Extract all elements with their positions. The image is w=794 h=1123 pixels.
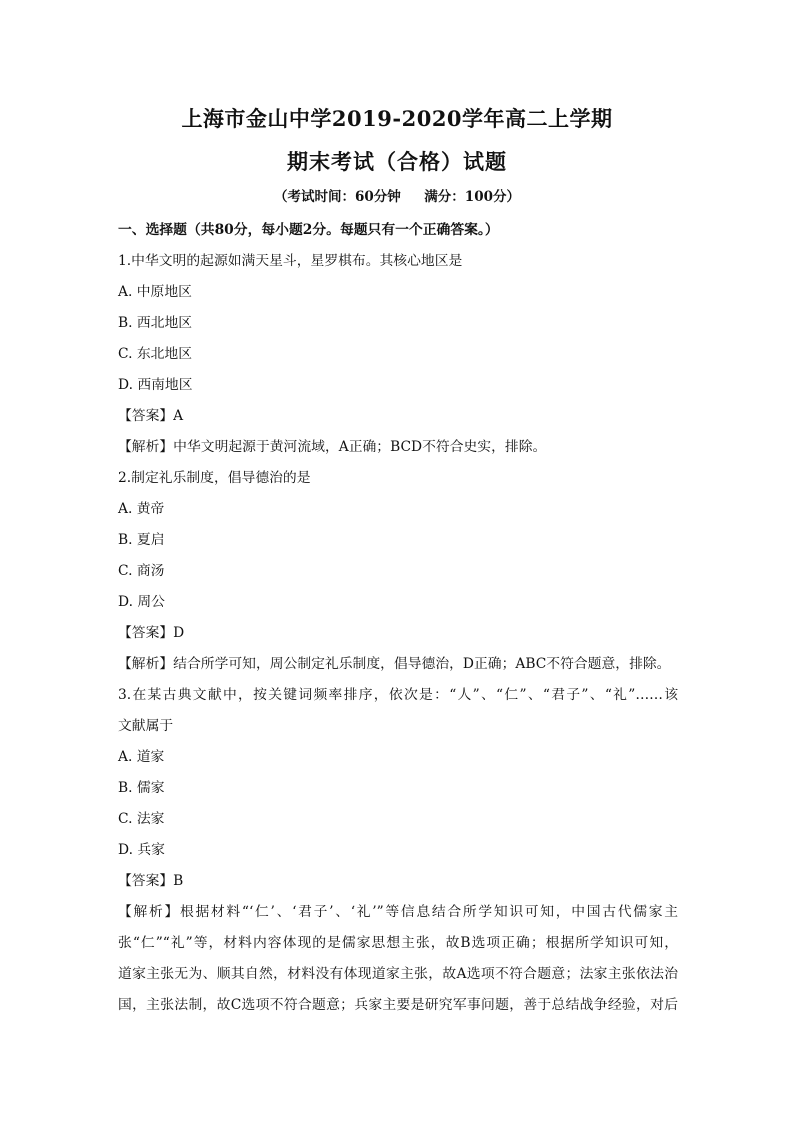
question-3-option-a: A. 道家 (118, 749, 165, 765)
question-1-option-c: C. 东北地区 (118, 346, 193, 362)
question-1-stem: 1.中华文明的起源如满天星斗，星罗棋布。其核心地区是 (118, 253, 463, 269)
question-3-answer: 【答案】B (118, 873, 184, 889)
question-2-analysis: 【解析】结合所学可知，周公制定礼乐制度，倡导德治，D正确；ABC不符合题意，排除。 (118, 656, 671, 672)
question-1-answer: 【答案】A (118, 408, 184, 424)
question-2-answer: 【答案】D (118, 625, 185, 641)
question-3-analysis-line4: 国，主张法制，故C选项不符合题意；兵家主要是研究军事问题，善于总结战争经验，对后 (118, 997, 678, 1013)
exam-info: （考试时间：60分钟 满分：100分） (274, 189, 520, 205)
question-3-analysis-line1: 【解析】根据材料“‘仁’、‘君子’、‘礼’”等信息结合所学知识可知，中国古代儒家主 (118, 904, 678, 920)
question-3-stem-line1: 3.在某古典文献中，按关键词频率排序，依次是：“人”、“仁”、“君子”、“礼”……该 (118, 687, 678, 703)
question-3-option-b: B. 儒家 (118, 780, 165, 796)
question-2-stem: 2.制定礼乐制度，倡导德治的是 (118, 470, 311, 486)
question-1-analysis: 【解析】中华文明起源于黄河流域，A正确；BCD不符合史实，排除。 (118, 439, 547, 455)
question-3-option-d: D. 兵家 (118, 842, 165, 858)
exam-title-line2: 期末考试（合格）试题 (287, 149, 507, 174)
question-1-option-a: A. 中原地区 (118, 284, 192, 300)
question-2-option-b: B. 夏启 (118, 532, 165, 548)
question-2-option-c: C. 商汤 (118, 563, 165, 579)
exam-title-line1: 上海市金山中学2019-2020学年高二上学期 (181, 106, 613, 131)
question-2-option-a: A. 黄帝 (118, 501, 165, 517)
question-1-option-d: D. 西南地区 (118, 377, 193, 393)
exam-content (118, 215, 678, 1021)
question-1-option-b: B. 西北地区 (118, 315, 193, 331)
question-3-stem-line2: 文献属于 (118, 718, 174, 734)
question-3-option-c: C. 法家 (118, 811, 165, 827)
question-3-analysis-line3: 道家主张无为、顺其自然，材料没有体现道家主张，故A选项不符合题意；法家主张依法治 (118, 966, 678, 982)
question-2-option-d: D. 周公 (118, 594, 165, 610)
section-heading: 一、选择题（共80分，每小题2分。每题只有一个正确答案。） (118, 222, 499, 238)
question-3-analysis-line2: 张“仁”“礼”等，材料内容体现的是儒家思想主张，故B选项正确；根据所学知识可知， (118, 935, 678, 951)
